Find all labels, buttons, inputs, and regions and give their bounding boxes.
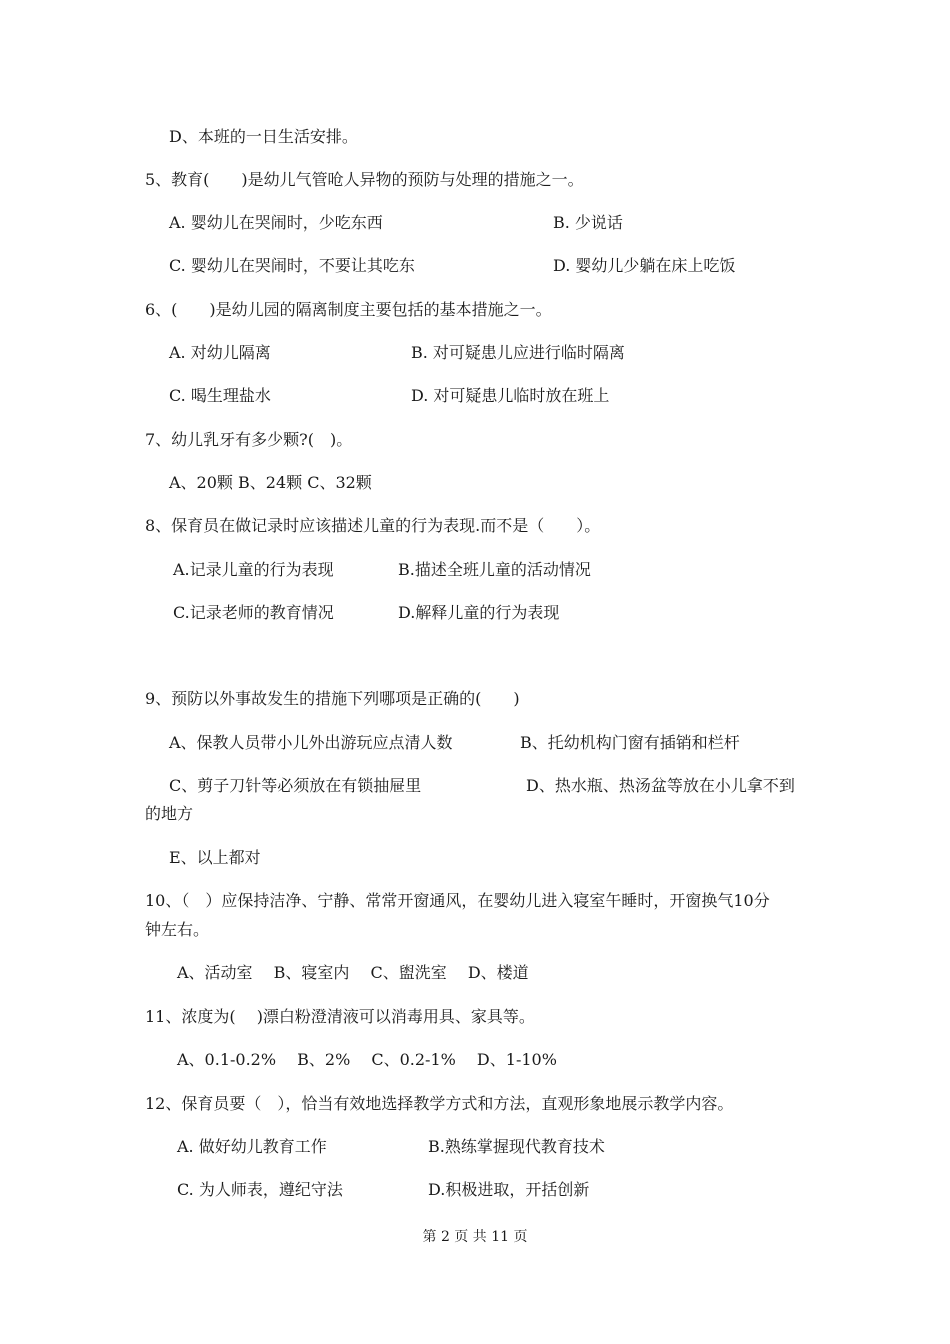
- question-5: 5、教育( )是幼儿气管呛人异物的预防与处理的措施之一。: [145, 170, 584, 189]
- question-8-option-d: D.解释儿童的行为表现: [398, 603, 560, 622]
- question-8-option-c: C.记录老师的教育情况: [173, 603, 334, 622]
- question-9: 9、预防以外事故发生的措施下列哪项是正确的( ): [145, 689, 520, 708]
- question-8: 8、保育员在做记录时应该描述儿童的行为表现.而不是（ ）。: [145, 516, 601, 535]
- question-10-options: A、活动室 B、寝室内 C、盥洗室 D、楼道: [177, 963, 529, 982]
- question-6-option-a: A. 对幼儿隔离: [169, 343, 271, 362]
- question-12: 12、保育员要（ ），恰当有效地选择教学方式和方法，直观形象地展示教学内容。: [145, 1094, 734, 1113]
- question-5-option-c: C. 婴幼儿在哭闹时，不要让其吃东: [169, 256, 415, 275]
- question-9-option-e: E、以上都对: [169, 848, 261, 867]
- question-5-option-a: A. 婴幼儿在哭闹时，少吃东西: [169, 213, 383, 232]
- question-12-option-a: A. 做好幼儿教育工作: [177, 1137, 327, 1156]
- question-7-options: A、20颗 B、24颗 C、32颗: [169, 473, 372, 492]
- question-6: 6、( )是幼儿园的隔离制度主要包括的基本措施之一。: [145, 300, 552, 319]
- question-6-option-c: C. 喝生理盐水: [169, 386, 271, 405]
- question-7: 7、幼儿乳牙有多少颗?( )。: [145, 430, 353, 449]
- question-9-option-d-continued: 的地方: [145, 804, 194, 823]
- question-9-option-d: D、热水瓶、热汤盆等放在小儿拿不到: [526, 776, 795, 795]
- question-10-continued: 钟左右。: [145, 920, 210, 939]
- question-11: 11、浓度为( )漂白粉澄清液可以消毒用具、家具等。: [145, 1007, 535, 1026]
- question-6-option-b: B. 对可疑患儿应进行临时隔离: [411, 343, 625, 362]
- question-8-option-b: B.描述全班儿童的活动情况: [398, 560, 591, 579]
- question-6-option-d: D. 对可疑患儿临时放在班上: [411, 386, 610, 405]
- question-5-option-b: B. 少说话: [553, 213, 623, 232]
- page-footer: 第 2 页 共 11 页: [422, 1229, 528, 1245]
- option-d-previous: D、本班的一日生活安排。: [169, 127, 358, 146]
- question-9-option-b: B、托幼机构门窗有插销和栏杆: [520, 733, 740, 752]
- question-12-option-b: B.熟练掌握现代教育技术: [428, 1137, 605, 1156]
- question-12-option-d: D.积极进取，开括创新: [428, 1180, 590, 1199]
- question-5-option-d: D. 婴幼儿少躺在床上吃饭: [553, 256, 736, 275]
- question-9-option-c: C、剪子刀针等必须放在有锁抽屉里: [169, 776, 422, 795]
- question-10: 10、（ ）应保持洁净、宁静、常常开窗通风，在婴幼儿进入寝室午睡时，开窗换气10分: [145, 891, 770, 910]
- question-12-option-c: C. 为人师表，遵纪守法: [177, 1180, 343, 1199]
- question-9-option-a: A、保教人员带小儿外出游玩应点清人数: [169, 733, 453, 752]
- question-11-options: A、0.1-0.2% B、2% C、0.2-1% D、1-10%: [177, 1050, 557, 1069]
- question-8-option-a: A.记录儿童的行为表现: [173, 560, 334, 579]
